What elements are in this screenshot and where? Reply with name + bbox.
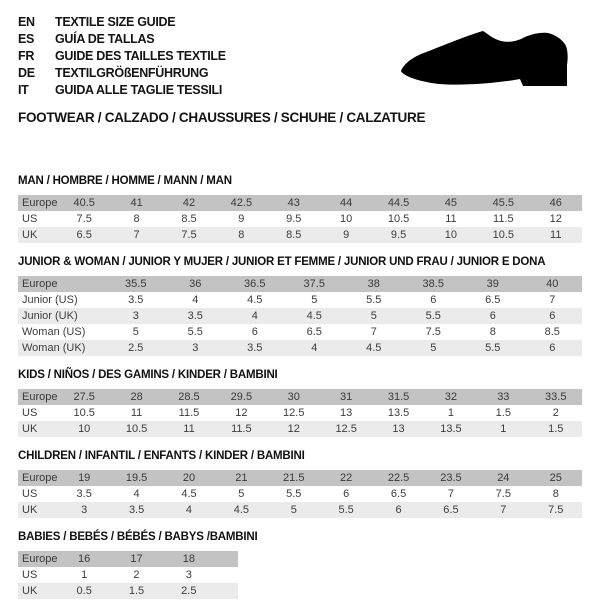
- size-value: 44: [340, 197, 353, 209]
- language-row-fr: [18, 48, 226, 65]
- size-value: 6.5: [485, 294, 501, 306]
- size-value: 25: [549, 472, 562, 484]
- size-row-junior-uk: [18, 308, 582, 324]
- language-row-de: [18, 65, 226, 82]
- size-value: 3: [132, 310, 139, 322]
- table-title-junior-woman: JUNIOR & WOMAN / JUNIOR Y MUJER / JUNIOR ET FEMME / JUNIOR UND FRAU / JUNIOR E DONA: [18, 256, 546, 268]
- size-value: 33: [497, 391, 510, 403]
- size-value: 5: [370, 310, 377, 322]
- size-value: 10.5: [387, 213, 410, 225]
- filler-cell: [215, 567, 238, 583]
- size-value: 30: [287, 391, 300, 403]
- size-value: 19: [78, 472, 91, 484]
- size-value: 11.5: [231, 423, 252, 435]
- language-label: GUIDE DES TAILLES TEXTILE: [55, 49, 226, 63]
- size-value: 5: [238, 488, 245, 500]
- size-row-woman-uk: [18, 340, 582, 356]
- size-row-europe: [18, 470, 582, 486]
- size-value: 7.5: [495, 488, 511, 500]
- size-value: 6.5: [76, 229, 92, 241]
- size-value: 8: [552, 488, 559, 500]
- row-label: Europe: [22, 278, 58, 290]
- size-row-uk: [18, 502, 582, 518]
- size-value: 6: [251, 326, 258, 338]
- row-label: Woman (UK): [22, 342, 86, 354]
- size-value: 10: [444, 229, 458, 241]
- size-value: 11.5: [178, 407, 200, 419]
- size-value: 7: [447, 488, 454, 500]
- table-title-man: MAN / HOMBRE / HOMME / MANN / MAN: [18, 175, 232, 187]
- size-value: 4.5: [306, 310, 322, 322]
- size-value: 41: [130, 197, 143, 209]
- size-value: 10.5: [125, 423, 148, 435]
- language-code: IT: [18, 83, 29, 97]
- size-value: 10: [340, 213, 353, 225]
- language-list: [18, 14, 226, 99]
- size-value: 7.5: [76, 213, 92, 225]
- size-value: 17: [130, 553, 143, 565]
- table-title-children: CHILDREN / INFANTIL / ENFANTS / KINDER / BAMBINI: [18, 450, 305, 462]
- row-label: UK: [22, 229, 38, 241]
- size-value: 31: [340, 391, 353, 403]
- size-value: 9: [343, 229, 350, 241]
- filler-cell: [215, 583, 238, 599]
- size-row-junior-us: [18, 292, 582, 308]
- row-label: UK: [22, 504, 38, 516]
- size-value: 18: [182, 553, 195, 565]
- size-row-uk: [18, 421, 582, 437]
- size-value: 3: [192, 342, 199, 354]
- size-value: 36.5: [244, 278, 266, 290]
- table-title-babies: BABIES / BEBÉS / BÉBÉS / BABYS /BAMBINI: [18, 531, 258, 543]
- size-value: 10: [78, 423, 91, 435]
- size-value: 13: [392, 423, 405, 435]
- row-label: Junior (US): [22, 294, 78, 306]
- size-value: 3.5: [128, 504, 145, 516]
- size-row-europe: [18, 276, 582, 292]
- size-value: 1: [500, 423, 507, 435]
- size-value: 8: [238, 229, 245, 241]
- size-value: 6: [430, 294, 437, 306]
- size-value: 21.5: [283, 472, 305, 484]
- size-value: 6: [549, 342, 556, 354]
- size-value: 0.5: [76, 585, 92, 597]
- size-value: 33.5: [545, 391, 567, 403]
- size-value: 5: [132, 326, 139, 338]
- size-value: 23.5: [440, 472, 462, 484]
- size-value: 37.5: [303, 278, 325, 290]
- size-value: 7: [370, 326, 377, 338]
- size-value: 19.5: [125, 472, 148, 484]
- size-value: 6: [343, 488, 350, 500]
- size-value: 12.5: [283, 407, 305, 419]
- size-value: 29.5: [230, 391, 253, 403]
- size-value: 5.5: [338, 504, 354, 516]
- size-value: 1.5: [495, 407, 511, 419]
- size-value: 6: [395, 504, 402, 516]
- language-code: FR: [18, 49, 35, 63]
- row-label: Europe: [22, 391, 58, 403]
- size-value: 35.5: [125, 278, 147, 290]
- size-table-section-junior-woman: [18, 256, 582, 356]
- size-value: 3.5: [247, 342, 263, 354]
- size-value: 32: [444, 391, 458, 403]
- size-table-section-man: [18, 175, 582, 243]
- row-label: US: [22, 407, 38, 419]
- size-value: 3: [185, 569, 192, 581]
- size-value: 11: [550, 229, 562, 241]
- size-value: 46: [549, 197, 562, 209]
- size-table-junior-woman: [18, 276, 582, 356]
- table-title-kids: KIDS / NIÑOS / DES GAMINS / KINDER / BAMBINI: [18, 369, 278, 381]
- size-value: 31.5: [387, 391, 410, 403]
- size-value: 11.5: [493, 213, 514, 225]
- size-row-uk: [18, 583, 238, 599]
- size-value: 42: [182, 197, 196, 209]
- size-value: 8.5: [286, 229, 302, 241]
- size-value: 28: [130, 391, 143, 403]
- row-label: US: [22, 569, 38, 581]
- size-value: 4: [185, 504, 193, 516]
- size-value: 4.5: [366, 342, 382, 354]
- size-value: 8: [133, 213, 140, 225]
- size-value: 4: [192, 294, 199, 306]
- size-value: 21: [235, 472, 248, 484]
- row-label: US: [22, 488, 38, 500]
- language-code: EN: [18, 15, 35, 29]
- size-table-section-children: [18, 450, 582, 518]
- size-value: 7.5: [548, 504, 564, 516]
- size-value: 8: [489, 326, 496, 338]
- size-value: 6: [489, 310, 496, 322]
- size-value: 8.5: [181, 213, 197, 225]
- size-value: 3.5: [76, 488, 92, 500]
- size-value: 1.5: [548, 423, 564, 435]
- row-label: Woman (US): [22, 326, 86, 338]
- size-row-uk: [18, 227, 582, 243]
- size-value: 36: [189, 278, 202, 290]
- size-value: 9.5: [286, 213, 302, 225]
- size-value: 24: [497, 472, 510, 484]
- size-value: 12.5: [335, 423, 357, 435]
- row-label: UK: [22, 423, 38, 435]
- size-value: 4.5: [181, 488, 197, 500]
- language-label: GUIDA ALLE TAGLIE TESSILI: [55, 83, 223, 97]
- size-value: 7: [500, 504, 507, 516]
- size-row-us: [18, 567, 238, 583]
- language-code: DE: [18, 66, 35, 80]
- size-value: 12: [287, 423, 300, 435]
- size-value: 38: [367, 278, 380, 290]
- size-row-europe: [18, 551, 238, 567]
- row-label: Europe: [22, 197, 58, 209]
- size-value: 3.5: [187, 310, 203, 322]
- size-table-babies: [18, 551, 238, 599]
- size-value: 1.5: [128, 585, 145, 597]
- size-table-man: [18, 195, 582, 243]
- size-row-europe: [18, 389, 582, 405]
- size-value: 16: [78, 553, 91, 565]
- size-value: 2: [552, 407, 559, 419]
- language-row-en: [18, 14, 226, 31]
- size-value: 45.5: [492, 197, 515, 209]
- size-value: 5: [311, 294, 318, 306]
- size-value: 4: [251, 310, 258, 322]
- language-label: GUÍA DE TALLAS: [55, 32, 155, 46]
- size-row-us: [18, 211, 582, 227]
- size-value: 7: [133, 229, 140, 241]
- size-value: 7.5: [181, 229, 197, 241]
- size-value: 5.5: [425, 310, 441, 322]
- size-value: 13: [340, 407, 353, 419]
- size-row-europe: [18, 195, 582, 211]
- size-table-section-kids: [18, 369, 582, 437]
- language-code: ES: [18, 32, 35, 46]
- size-value: 3.5: [128, 294, 144, 306]
- size-value: 4: [311, 342, 318, 354]
- size-value: 4.5: [233, 504, 250, 516]
- size-value: 10.5: [73, 407, 95, 419]
- row-label: Europe: [22, 553, 58, 565]
- size-value: 12: [235, 407, 248, 419]
- size-value: 5: [430, 342, 437, 354]
- size-table-kids: [18, 389, 582, 437]
- size-value: 3: [81, 504, 88, 516]
- language-label: TEXTILE SIZE GUIDE: [55, 15, 176, 29]
- size-value: 2: [133, 569, 140, 581]
- size-value: 1: [81, 569, 88, 581]
- size-value: 9.5: [390, 229, 407, 241]
- size-value: 6.5: [306, 326, 322, 338]
- category-title: FOOTWEAR / CALZADO / CHAUSSURES / SCHUHE / CALZATURE: [18, 110, 426, 125]
- language-row-it: [18, 82, 226, 99]
- size-value: 1: [447, 407, 454, 419]
- size-value: 44.5: [387, 197, 410, 209]
- size-value: 5.5: [286, 488, 302, 500]
- size-value: 7.5: [425, 326, 441, 338]
- size-value: 11: [445, 213, 457, 225]
- size-value: 11: [183, 423, 195, 435]
- size-value: 27.5: [73, 391, 95, 403]
- row-label: US: [22, 213, 38, 225]
- size-value: 5.5: [366, 294, 382, 306]
- size-value: 42.5: [230, 197, 253, 209]
- size-value: 13.5: [387, 407, 410, 419]
- size-value: 6: [549, 310, 556, 322]
- size-value: 22.5: [387, 472, 410, 484]
- size-row-us: [18, 405, 582, 421]
- size-value: 13.5: [440, 423, 462, 435]
- size-row-woman-us: [18, 324, 582, 340]
- language-row-es: [18, 31, 226, 48]
- size-table-children: [18, 470, 582, 518]
- dress-shoe-icon: [394, 24, 576, 94]
- size-row-us: [18, 486, 582, 502]
- size-value: 2.5: [181, 585, 197, 597]
- size-value: 5.5: [485, 342, 501, 354]
- size-value: 45: [444, 197, 458, 209]
- filler-cell: [215, 551, 238, 567]
- header: [18, 14, 582, 125]
- size-value: 38.5: [422, 278, 444, 290]
- size-value: 39: [486, 278, 499, 290]
- size-value: 11: [130, 407, 143, 419]
- size-value: 4: [133, 488, 140, 500]
- size-value: 5.5: [187, 326, 203, 338]
- size-value: 10.5: [492, 229, 515, 241]
- size-value: 5: [290, 504, 297, 516]
- size-value: 6.5: [443, 504, 459, 516]
- row-label: UK: [22, 585, 38, 597]
- size-value: 40.5: [73, 197, 95, 209]
- size-tables: [18, 175, 582, 599]
- size-value: 8.5: [544, 326, 560, 338]
- size-table-section-babies: [18, 531, 582, 599]
- size-value: 12: [549, 213, 562, 225]
- size-value: 43: [287, 197, 300, 209]
- size-value: 40: [546, 278, 559, 290]
- size-value: 20: [182, 472, 196, 484]
- size-value: 22: [340, 472, 353, 484]
- language-label: TEXTILGRÖßENFÜHRUNG: [55, 66, 209, 80]
- size-value: 4.5: [247, 294, 263, 306]
- row-label: Junior (UK): [22, 310, 78, 322]
- size-value: 6.5: [390, 488, 407, 500]
- size-value: 28.5: [178, 391, 200, 403]
- size-value: 9: [238, 213, 245, 225]
- row-label: Europe: [22, 472, 58, 484]
- size-value: 2.5: [128, 342, 144, 354]
- size-value: 7: [549, 294, 556, 306]
